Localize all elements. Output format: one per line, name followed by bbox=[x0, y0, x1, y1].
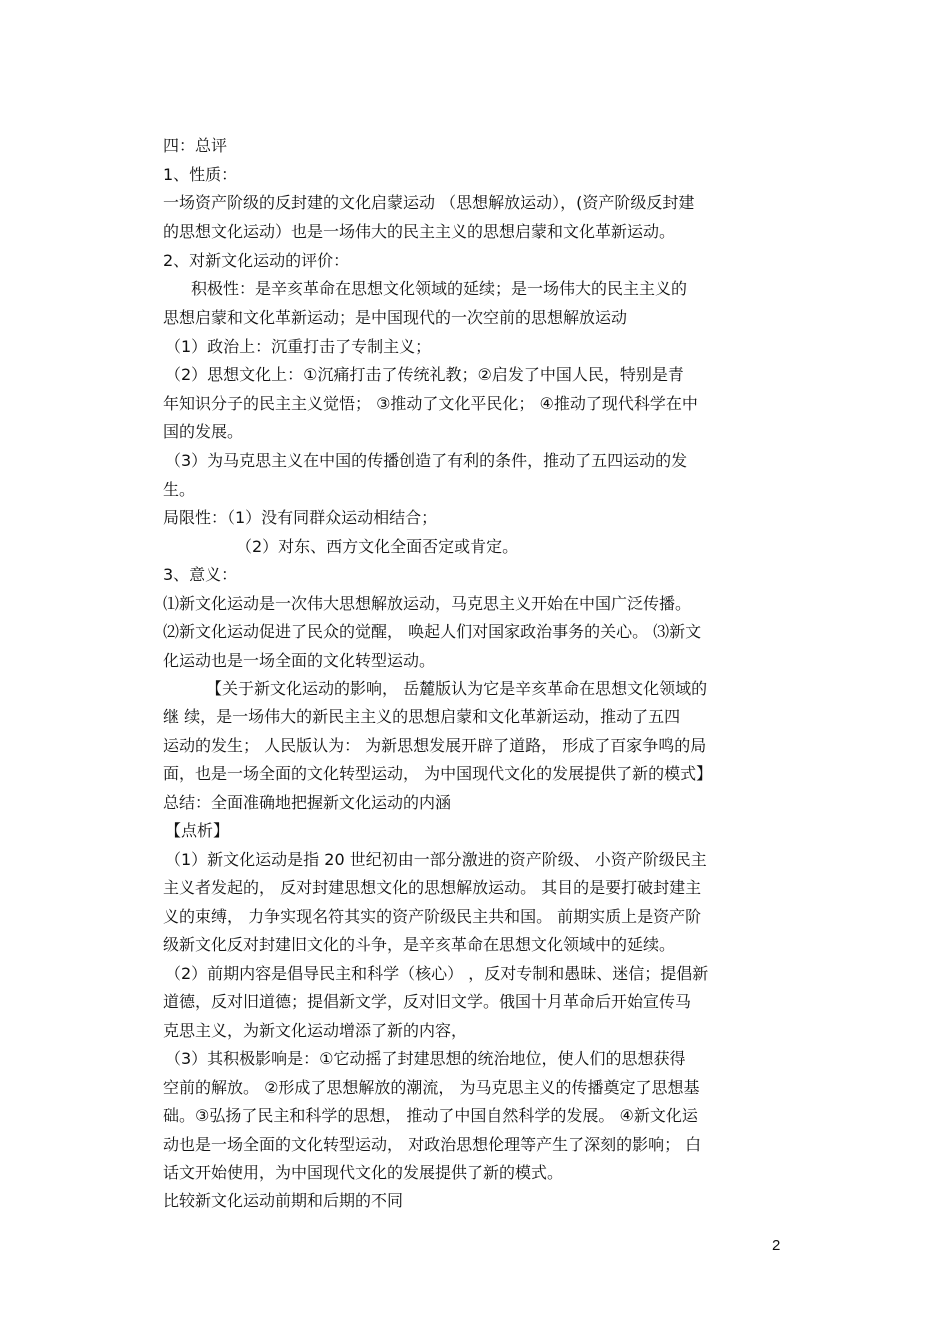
text-line: 运动的发生； 人民版认为： 为新思想发展开辟了道路， 形成了百家争鸣的局 bbox=[163, 736, 707, 755]
text-line: 面，也是一场全面的文化转型运动， 为中国现代文化的发展提供了新的模式】 bbox=[163, 764, 713, 783]
page-number: 2 bbox=[772, 1237, 781, 1254]
text-line: 的思想文化运动）也是一场伟大的民主主义的思想启蒙和文化革新运动。 bbox=[163, 222, 676, 241]
text-line: 话文开始使用，为中国现代文化的发展提供了新的模式。 bbox=[163, 1163, 564, 1182]
text-line: ⑵新文化运动促进了民众的觉醒， 唤起人们对国家政治事务的关心。 ⑶新文 bbox=[163, 622, 702, 641]
text-line: 础。③弘扬了民主和科学的思想， 推动了中国自然科学的发展。 ④新文化运 bbox=[163, 1106, 698, 1125]
text-line: 生。 bbox=[163, 480, 196, 499]
text-line: （1）新文化运动是指 20 世纪初由一部分激进的资产阶级、 小资产阶级民主 bbox=[165, 850, 707, 869]
text-line: 级新文化反对封建旧文化的斗争，是辛亥革命在思想文化领域中的延续。 bbox=[163, 935, 676, 954]
text-line: （3）其积极影响是：①它动摇了封建思想的统治地位，使人们的思想获得 bbox=[165, 1049, 686, 1068]
text-line: 动也是一场全面的文化转型运动， 对政治思想伦理等产生了深刻的影响； 白 bbox=[163, 1135, 702, 1154]
text-line: 道德，反对旧道德；提倡新文学，反对旧文学。俄国十月革命后开始宣传马 bbox=[163, 992, 692, 1011]
text-line: （1）政治上：沉重打击了专制主义； bbox=[165, 337, 432, 356]
text-line: 克思主义，为新文化运动增添了新的内容， bbox=[163, 1021, 468, 1040]
text-line: 一场资产阶级的反封建的文化启蒙运动 （思想解放运动），(资产阶级反封建 bbox=[163, 193, 695, 212]
subheading-analysis: 【点析】 bbox=[165, 821, 230, 840]
text-line: 化运动也是一场全面的文化转型运动。 bbox=[163, 651, 436, 670]
text-line: 国的发展。 bbox=[163, 422, 244, 441]
text-line: （2）前期内容是倡导民主和科学（核心） ，反对专制和愚昧、迷信；提倡新 bbox=[165, 964, 709, 983]
text-line: 主义者发起的， 反对封建思想文化的思想解放运动。 其目的是要打破封建主 bbox=[163, 878, 702, 897]
text-line: （3）为马克思主义在中国的传播创造了有利的条件，推动了五四运动的发 bbox=[165, 451, 688, 470]
text-line: 义的束缚， 力争实现名符其实的资产阶级民主共和国。 前期实质上是资产阶 bbox=[163, 907, 702, 926]
section-heading: 四：总评 bbox=[163, 136, 228, 155]
subheading-evaluation: 2、对新文化运动的评价： bbox=[163, 251, 350, 270]
text-line: 局限性：（1）没有同群众运动相结合； bbox=[163, 508, 438, 527]
text-line: （2）思想文化上：①沉痛打击了传统礼教；②启发了中国人民，特别是青 bbox=[165, 365, 684, 384]
subheading-nature: 1、性质： bbox=[163, 165, 238, 184]
text-line: 年知识分子的民主主义觉悟； ③推动了文化平民化； ④推动了现代科学在中 bbox=[163, 394, 698, 413]
text-line: 比较新文化运动前期和后期的不同 bbox=[163, 1191, 404, 1210]
text-line: ⑴新文化运动是一次伟大思想解放运动，马克思主义开始在中国广泛传播。 bbox=[163, 594, 692, 613]
text-line: （2）对东、西方文化全面否定或肯定。 bbox=[236, 537, 519, 556]
text-line: 继 续，是一场伟大的新民主主义的思想启蒙和文化革新运动，推动了五四 bbox=[163, 707, 681, 726]
text-line: 总结：全面准确地把握新文化运动的内涵 bbox=[163, 793, 452, 812]
text-line: 积极性：是辛亥革命在思想文化领域的延续；是一场伟大的民主主义的 bbox=[191, 279, 688, 298]
text-line: 思想启蒙和文化革新运动；是中国现代的一次空前的思想解放运动 bbox=[163, 308, 628, 327]
text-line: 空前的解放。 ②形成了思想解放的潮流， 为马克思主义的传播奠定了思想基 bbox=[163, 1078, 700, 1097]
subheading-significance: 3、意义： bbox=[163, 565, 238, 584]
text-line: 【关于新文化运动的影响， 岳麓版认为它是辛亥革命在思想文化领域的 bbox=[206, 679, 708, 698]
